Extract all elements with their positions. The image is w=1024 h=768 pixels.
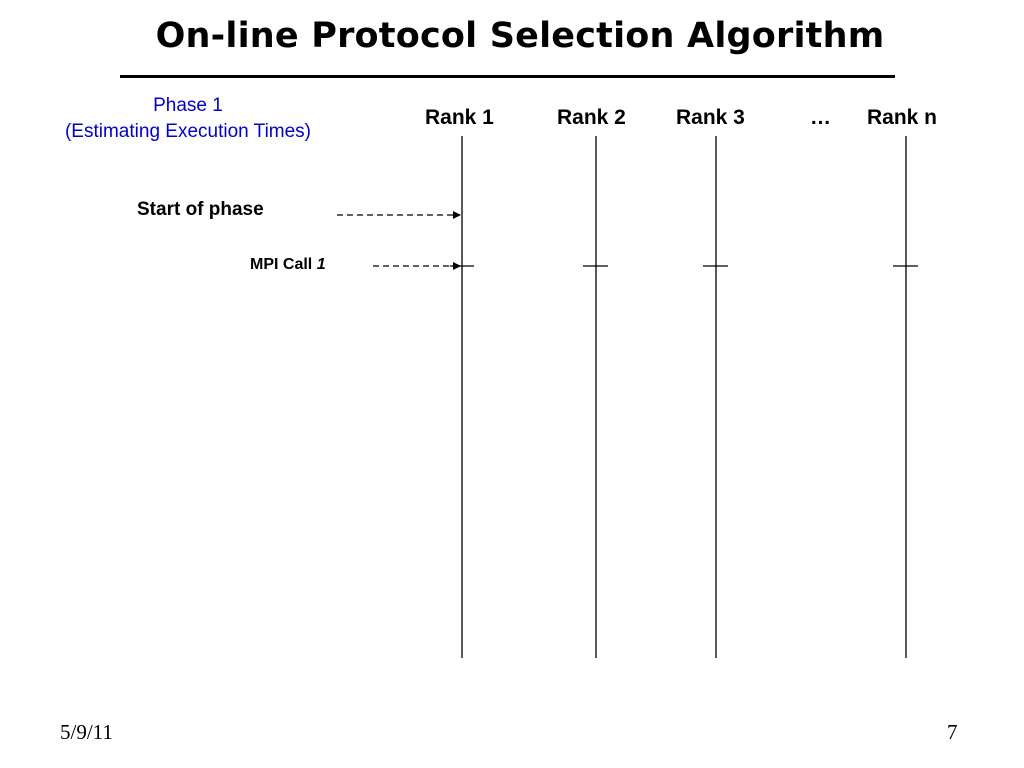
- phase-label-line-1: Phase 1: [153, 95, 223, 116]
- start-of-phase-label: Start of phase: [137, 199, 264, 220]
- phase-label-line-2: (Estimating Execution Times): [64, 121, 312, 142]
- page-number: 7: [947, 720, 958, 744]
- mpi-call-text: MPI Call: [250, 256, 317, 273]
- rank-label-ellipsis: …: [810, 106, 831, 129]
- rank-label-2: Rank 2: [557, 106, 626, 129]
- footer-date: 5/9/11: [60, 720, 113, 744]
- rank-label-n: Rank n: [867, 106, 938, 129]
- mpi-call-number: 1: [316, 256, 326, 273]
- rank-label-3: Rank 3: [676, 106, 745, 129]
- slide-title: On-line Protocol Selection Algorithm: [155, 16, 885, 56]
- rank-label-1: Rank 1: [425, 106, 494, 129]
